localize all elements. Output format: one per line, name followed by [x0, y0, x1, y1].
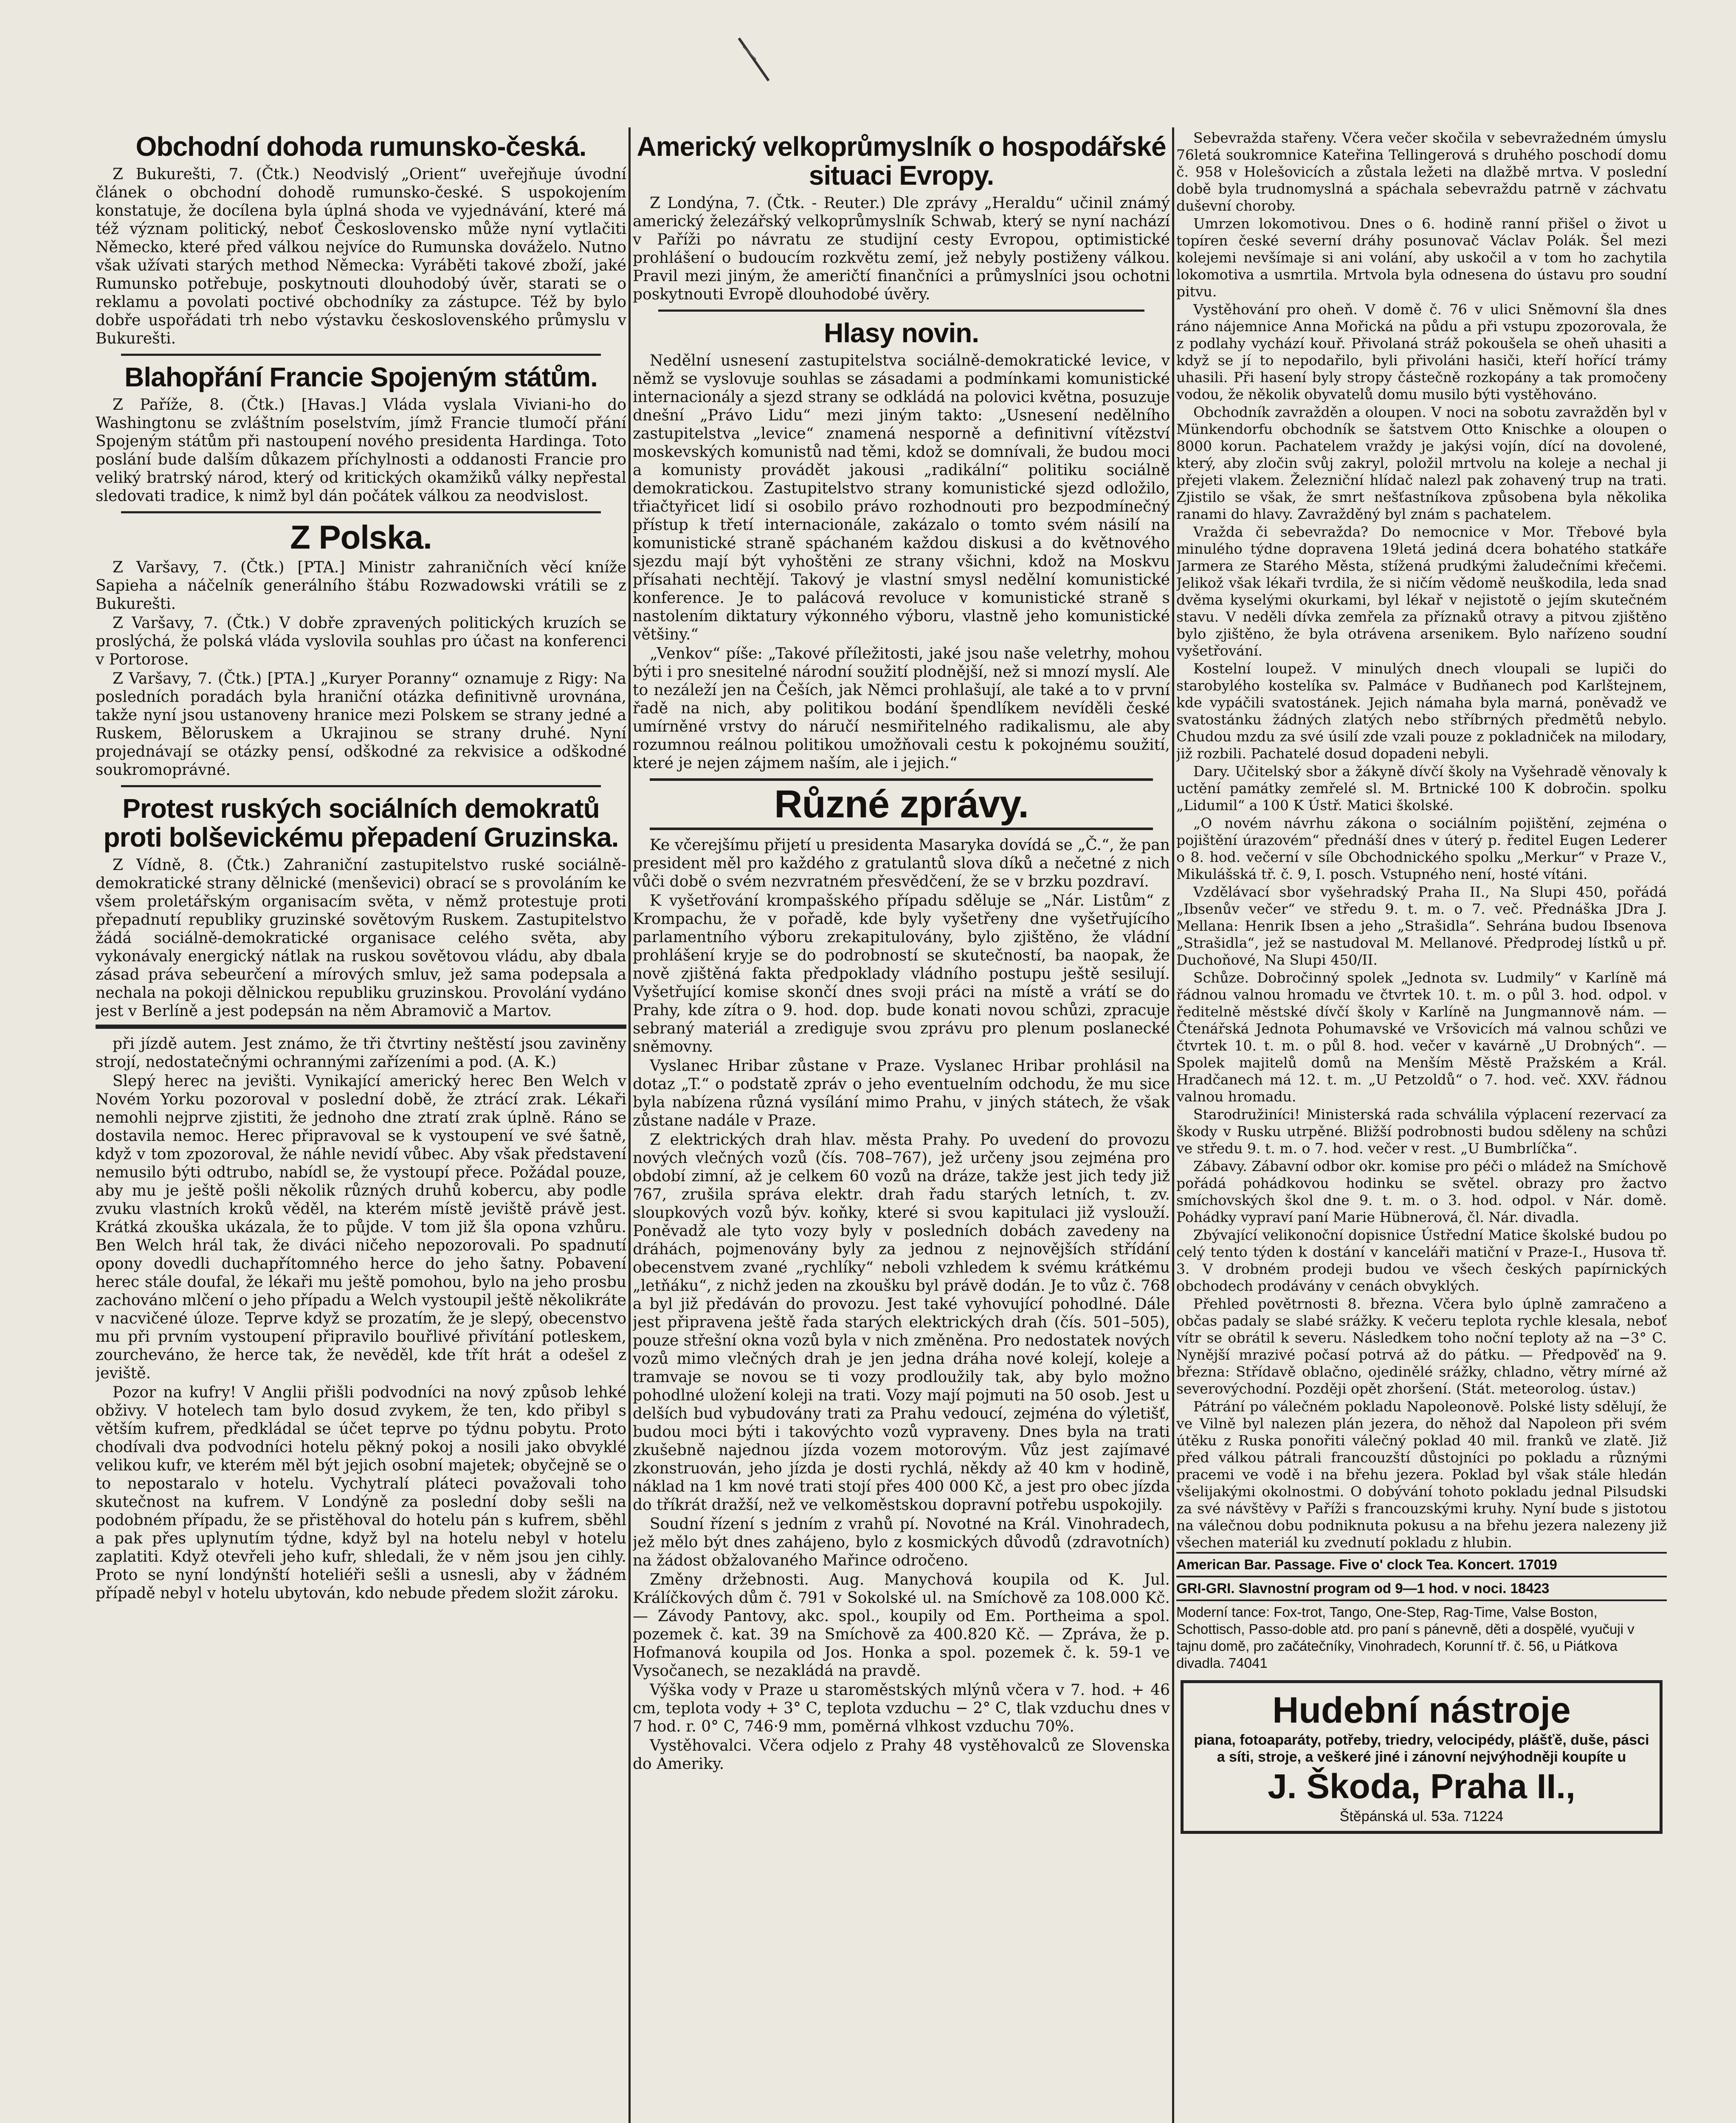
article-text: Umrzen lokomotivou. Dnes o 6. hodině ranní přišel o život u topíren české severní dráhy posunovač Václav Polák. Šel mezi kolejemi nevšímaje si ani volání, aby uskočil a v tom ho zachytila lokomotiva a usmrtila. Mrtvola byla odnesena do ústavu pro soudní pitvu.: [1176, 215, 1667, 300]
column-right: [1176, 130, 1667, 2123]
article-text: „O novém návrhu zákona o sociálním pojištění, zejména o pojištění úrazovém“ přednáší dnes v úterý p. ředitel Eugen Lederer o 8. hod. večerní v síle Obchodnického spolku „Merkur“ v Praze V., Mikulášská tř. č. 9, I. posch. Vstupného není, hosté vítáni.: [1176, 815, 1667, 882]
article-miscellany: [96, 1035, 626, 1602]
article-text: Z Varšavy, 7. (Čtk.) V dobře zpravených politických kruzích se proslýchá, že polská vláda vyslovila souhlas pro účast na konferenci v Portorose.: [96, 614, 626, 668]
ad-subtitle: piana, fotoaparáty, potřeby, triedry, velocipédy, plášťě, duše, pásci a síti, stroje, a veškeré jiné i zánovní nejvýhodněji koupíte u: [1194, 1732, 1649, 1765]
headline: Americký velkoprůmyslník o hospodářské situaci Evropy.: [637, 131, 1166, 191]
article-poland: [96, 520, 626, 779]
article-text: Slepý herec na jevišti. Vynikající americký herec Ben Welch v Novém Yorku pozoroval v poslední době, že ztrácí zrak. Lékaři nemohli nejprve zjistiti, že jednoho dne ztratí zrak úplně. Ráno se dostavila nemoc. Herec připravoval se k vystoupení ve své šatně, když v tom zpozoroval, že náhle nevidí vůbec. Aby však představení nemusilo býti odtrubo, nabídl se, že vystoupí přece. Požádal pouze, aby mu je ještě pošli několik různých druhů kobercu, aby podle zvuku vlastních kroků věděl, na kterém místě jeviště právě jest. Krátká zkouška ukázala, že to půjde. V tom již šla opona vzhůru. Ben Welch hrál tak, že diváci ničeho nepozorovali. Po spadnutí opony dovedli duchapřítomného herce do jeho šatny. Pobavení herec stále doufal, že lékaři mu ještě pomohou, bylo na jeho prosbu zachováno mlčení o jeho případu a Welch vystoupil ještě několikráte v nacvičené úloze. Teprve když se prozatím, že je slepý, obecenstvo mu při prvním vystoupení připravilo bouřlivé přivítání potleskem, zourcheváno, že herce tak, že nevěděl, kde třít hrát a odešel z jeviště.: [96, 1073, 626, 1382]
article-text: Zbývající velikonoční dopisnice Ústřední Matice školské budou po celý tento týden k dostání v kanceláři matiční v Praze-I., Husova tř. 3. V drobném prodeji budou ve všech českých papírnických obchodech prodávány v cenách obvyklých.: [1176, 1227, 1667, 1294]
column-left: [96, 130, 626, 2123]
headline: Z Polska.: [290, 518, 432, 556]
article-russian-protest: [96, 794, 626, 1020]
article-text: Ke včerejšímu přijetí u presidenta Masaryka dovídá se „Č.“, že pan president měl pro každého z gratulantů slova díků a nečetné z nich vůči době o svém nezvratném přesvědčení, že se v brzku pozdraví.: [633, 836, 1170, 890]
article-text: Z Paříže, 8. (Čtk.) [Havas.] Vláda vyslala Viviani-ho do Washingtonu se zvláštním poselstvím, jímž Francie tlumočí přání Spojeným státům při nastoupení nového presidenta Hardinga. Toto poslání bude dalším důkazem příchylnosti a oddanosti Francie pro veliký bratrský národ, který od kritických okamžiků války nepřestal sledovati tradice, k nimž byl dán počátek válkou za neodvislost.: [96, 396, 626, 505]
ad-modern-dance: Moderní tance: Fox-trot, Tango, One-Step, Rag-Time, Valse Boston, Schottisch, Passo-doble atd. pro paní s pánevně, děti a dospělé, vyučuji v tajnu domě, pro začátečníky, Vinohradech, Korunní tř. č. 56, u Piátkova divadla. 74041: [1176, 1599, 1667, 1674]
article-text: Sebevražda stařeny. Včera večer skočila v sebevražedném úmyslu 76letá soukromnice Kateřina Tellingerová s druhého poschodí domu č. 958 v Holešovicích a zůstala ležeti na dlažbě mrtva. V poslední době byla trudnomyslná a spáchala sebevraždu patrně v záchvatu duševní choroby.: [1176, 130, 1667, 214]
divider: [121, 354, 601, 356]
section-divider: [96, 1025, 626, 1029]
headline: Protest ruských sociálních demokratů proti bolševickému přepadení Gruzinska.: [103, 793, 619, 853]
article-text: Zábavy. Zábavní odbor okr. komise pro péči o mládež na Smíchově pořádá pohádkovou hodinku se světel. obrazy pro žactvo smíchovských škol dne 9. t. m. o 3. hod. odpol. v Nár. domě. Pohádky vypraví paní Marie Hübnerová, čl. Nár. divadla.: [1176, 1158, 1667, 1225]
article-text: Změny držebnosti. Aug. Manychová koupila od K. Jul. Králíčkových dům č. 791 v Sokolské ul. na Smíchově za 108.000 Kč. — Závody Pantovy, akc. spol., koupily od Em. Portheima a spol. pozemek č. kat. 39 na Smíchově za 400.820 Kč. — Zpráva, že p. Hofmanová koupila od Jos. Honka a spol. pozemek č. k. 59-1 ve Vysočanech, se nezakládá na pravdě.: [633, 1571, 1170, 1680]
article-romanian-trade: [96, 132, 626, 348]
article-text: Soudní řízení s jedním z vrahů pí. Novotné na Král. Vinohradech, jež mělo být dnes zahájeno, bylo z kosmických důvodů (zdravotních) na žádost obžalovaného Mařince odročeno.: [633, 1515, 1170, 1569]
ad-merchant-name: J. Škoda, Praha II.,: [1268, 1767, 1575, 1806]
column-middle: [633, 130, 1170, 2123]
article-text: Výška vody v Praze u staroměstských mlýnů včera v 7. hod. + 46 cm, teplota vody + 3° C, teplota vzduchu − 2° C, tlak vzduchu dnes v 7 hod. r. 0° C, 746·9 mm, poměrná vlhkost vzduchu 70%.: [633, 1681, 1170, 1735]
advertisements: [1176, 1552, 1667, 1834]
column-rule: [1172, 127, 1174, 2123]
article-text: K vyšetřování krompašského případu sděluje se „Nár. Listům“ z Krompachu, že v pořadě, kde byly vyšetřeny dne vyšetřujícího parlamentního výboru zrekapitulovány, bylo zjištěno, že vládní prohlášení kryje se do podrobností se skutečností, ba naopak, že nově zjištěná fakta předpoklady vládního postupu ještě sesilují. Vyšetřující komise skončí dnes svoji práci na místě a vrátí se do Prahy, kde zítra o 9. hod. dop. bude konati novou schůzi, zpracuje sebraný materiál a zrediguje svou zprávu pro plenum poslanecké sněmovny.: [633, 892, 1170, 1056]
article-american-industrialist: [633, 132, 1170, 304]
article-text: Pátrání po válečném pokladu Napoleonově. Polské listy sdělují, že ve Vilně byl nalezen plán jezera, do něhož dal Napoleon při svém útěku z Ruska ponořiti válečný poklad 40 mil. franků ve zlatě. Již před válkou pátrali francouzští důstojníci po pokladu a různými pracemi ve vodě i na břehu jezera. Poklad byl však stále hledán všelijakými okolnostmi. O dobývání tohoto pokladu jednal Pilsudski za své návštěvy v Paříži s francouzskými kruhy. Nyní bude s jistotou na válečnou dobu podniknuta pokusu a na břehu jezera nalezeny již všechen materiál ku zvednutí pokladu z hlubin.: [1176, 1398, 1667, 1551]
divider: [121, 785, 601, 787]
ad-address: Štěpánská ul. 53a. 71224: [1339, 1808, 1504, 1825]
article-text: Obchodník zavražděn a oloupen. V noci na sobotu zavražděn byl v Münkendorfu obchodník se šatstvem Otto Knischke a oloupen o 8000 korun. Pachatelem vraždy je jakýsi vojín, dící na dovolené, který, aby zločin svůj zakryl, položil mrtvolu na koleje a nechal ji přejeti vlakem. Železniční hlídač nalezl pak zohavený trup na trati. Zjistilo se však, že smrt nešťastníkova způsobena byla několika ranami do hlavy. Zavražděný byl znám s pachatelem.: [1176, 404, 1667, 522]
headline: Hlasy novin.: [824, 318, 979, 348]
article-text: Přehled povětrnosti 8. března. Včera bylo úplně zamračeno a občas padaly se slabé srážky. K večeru teplota rychle klesala, neboť vítr se obrátil k severu. Následkem toho noční teploty až na −3° C. Nynější mrazivé počasí potrvá až do pátku. — Předpověď na 9. března: Střídavě oblačno, ojedinělé srážky, chladno, větry mírné až severovýchodní. Později opět zhoršení. (Stát. meteorolog. ústav.): [1176, 1295, 1667, 1397]
article-text: Nedělní usnesení zastupitelstva sociálně-demokratické levice, v němž se vyslovuje souhlas se zásadami a podmínkami komunistické internacionály a sjezd strany se odkládá na polovici května, posuzuje dnešní „Právo Lidu“ mezi jiným takto: „Usnesení nedělního zastupitelstva „levice“ znamená nesporně a definitivní vítězství moskevských komunistů nad těmi, kdož se domnívali, že budou moci a komunisty provádět jakousi „radikální“ politiku sociálně demokratickou. Zastupitelstvo strany komunistické sjezd odložilo, třiačtyřicet lidí si osobilo právo rozhodnouti pro bezpodmínečný přístup k třetí internacionále, zakázalo o tomto svém násilí na komunistické straně spáchaném každou diskusi a do květnového sjezdu mají být vyhoštěni ze strany všichni, kdož na Moskvu přísahati nechtějí. Takový je vlastní smysl nedělní komunistické konference. Je to palácová revoluce v komunistické straně s nastolením diktatury výkonného výboru, vlastně jeho komunistické většiny.“: [633, 352, 1170, 643]
article-text: Z Varšavy, 7. (Čtk.) [PTA.] Ministr zahraničních věcí kníže Sapieha a náčelník generálního štábu Rozwadowski vrátili se z Bukurešti.: [96, 559, 626, 613]
article-text: Z Varšavy, 7. (Čtk.) [PTA.] „Kuryer Poranny“ oznamuje z Rigy: Na posledních poradách byla hraniční otázka definitivně urovnána, takže nyní jsou ustanoveny hranice mezi Polskem se strany jedné a Ruskem, Běloruskem a Ukrajinou se strany druhé. Nyní projednávají se otázky pensí, odškodné za rekvisice a odškodné soukromoprávné.: [96, 670, 626, 779]
column-rule: [628, 127, 631, 2123]
ad-gri-gri: GRI-GRI. Slavnostní program od 9—1 hod. v noci. 18423: [1176, 1576, 1667, 1599]
article-local-news: [1176, 130, 1667, 1551]
article-text: Z elektrických drah hlav. města Prahy. Po uvedení do provozu nových vlečných vozů (čís. 708–767), jež určeny jsou zejména pro období zimní, až je celkem 60 vozů na dráze, takže jest jich tedy již 767, zrušila správa elektr. drah řadu starých letních, t. zv. sloupkových vozů býv. koňky, které si svou kapitulaci již vyslouží. Poněvadž ale tyto vozy byly v posledních dobách zavedeny na dráhách, pojmenovány byly za jednou z nejnovějších střídání obecenstvem zvané „rychlíky“ neboli vzhledem k svému krátkému „letňáku“, z nichž jeden na zkoušku byl právě dodán. Je to vůz č. 768 a byl již předáván do provozu. Jest také vyhovující pohodlné. Dále jest připravena ještě řada starých elektrických drah (čís. 501–505), pouze střešní okna vozů byla v nich změněna. Pro nedostatek nových vozů mimo vlečných drah je jen jedna dráha nové kolejí, koleje a tramvaje se novou se ti vozy prodloužily tak, aby bylo možno pohodlné uložení koleji na trati. Vozy mají pojmuti na 50 osob. Jest u delších bud vybudovány trati za Prahu vedoucí, zejména do výletišť, budou moci býti i takovýchto vozů vypraveny. Dnes byla na trati zkušebně najednou jízda vozem motorovým. Vůz jest zajímavé zkonstruován, jeho jízda je dosti rychlá, někdy až 40 km v hodině, náklad na 1 km nové trati stojí přes 400 000 Kč, a jest pro obec jízda do tříkrát dražší, než ve velkoměstskou dopravní potřebu uspokojily.: [633, 1131, 1170, 1514]
divider: [121, 511, 601, 513]
article-text: Vzdělávací sbor vyšehradský Praha II., Na Slupi 450, pořádá „Ibsenův večer“ ve středu 9. t. m. o 7. več. Přednáška JDra J. Mellana: Henrik Ibsen a jeho „Strašidla“. Sehrána budou Ibsenova „Strašidla“, jež se nastudoval M. Mellanové. Předprodej lístků u př. Duchoňové, Na Slupi 450/II.: [1176, 884, 1667, 968]
article-text: Z Vídně, 8. (Čtk.) Zahraniční zastupitelstvo ruské sociálně-demokratické strany dělnické (menševici) obrací se s provoláním ke všem proletářským organisacím světa, v němž protestuje proti přepadnutí republiky gruzinské sovětovým Ruskem. Zastupitelstvo žádá sociálně-demokratické organisace celého světa, aby vykonávaly energický nátlak na ruskou sovětovou vládu, aby dbala zásad práva sebeurčení a mírových smluv, jež sama podepsala a nechala na pokoji dělnickou republiku gruzinskou. Provolání vydáno jest v Berlíně a jest podepsán na něm Abramovič a Martov.: [96, 856, 626, 1020]
article-text: Vystěhovalci. Včera odjelo z Prahy 48 vystěhovalců ze Slovenska do Ameriky.: [633, 1737, 1170, 1773]
article-text: Pozor na kufry! V Anglii přišli podvodníci na nový způsob lehké obživy. V hotelech tam bylo dosud zvykem, že ten, kdo přibyl s větším kufrem, předkládal se účet teprve po týdnu pobytu. Proto chodívali dva podvodníci hotelu pěkný pokoj a nosili jako obvyklé velikou kufr, ve kterém měl být jejich osobní majetek; obyčejně se o to nepostaralo v hotelu. Vychytralí pláteci považovali toho skutečnost na kufrem. V Londýně za poslední doby sešli na podobném případu, že se přistěhoval do hotelu pán s kufrem, sběhl a pak přes uplynutím týdne, když byl na hotelu nebyl v hotelu zaplatiti. Když otevřeli jeho kufr, shledali, že v něm jsou jen cihly. Proto se nyní londýnští hoteliéři sešli a usnesli, aby v žádném případě nebyl v hotelu ubytován, kdo nebude předem složit zároku.: [96, 1384, 626, 1602]
article-various-news: [633, 836, 1170, 1773]
ad-music-instruments: [1181, 1680, 1663, 1834]
article-text: Vystěhování pro oheň. V domě č. 76 v ulici Sněmovní šla dnes ráno nájemnice Anna Mořická na půdu a při vstupu zpozorovala, že z podlahy vychází kouř. Přivolaná stráž pokoušela se oheň uhasiti a když se jí to nepodařilo, byli přivoláni hasiči, kteří hořící trámy uhasili. Při hasení byly stropy částečně rozkopány a tak promočeny vodou, že několik obyvatelů domu musilo býti vystěhováno.: [1176, 301, 1667, 403]
article-france-congrats: [96, 363, 626, 505]
headline: Obchodní dohoda rumunsko-česká.: [135, 131, 586, 162]
article-text: „Venkov“ píše: „Takové příležitosti, jaké jsou naše veletrhy, mohou býti i pro snesitelné národní soužití plodnější, než si mnozí myslí. Ale to nezáleží jen na Češích, jak Němci prohlašují, ale také a to v první řadě na nich, aby politikou bodání špendlíkem nevíděli české umírněné vrstvy do náručí nesmiřitelného radikalismu, ale aby rozumnou reálnou politikou umožňovali cestu k pokojnému soužití, které je nejen zájmem naším, ale i jejich.“: [633, 645, 1170, 772]
article-text: Kostelní loupež. V minulých dnech vloupali se lupiči do starobylého kostelíka sv. Palmáce v Budňanech pod Karlštejnem, kde vypáčili svatostánek. Jejich námaha byla marná, poněvadž ve svatostánku žádných zlatých nebo stříbrných předmětů nebylo. Chudou mzdu za své úsilí zde vzali pouze z pokladniček na milodary, již rozbili. Pachatelé dosud dopadeni nebyli.: [1176, 660, 1667, 762]
headline: Blahopřání Francie Spojeným státům.: [124, 362, 597, 392]
article-press-voices: [633, 318, 1170, 772]
article-text: Dary. Učitelský sbor a žákyně dívčí školy na Vyšehradě věnovaly k uctění památky zemřelé sl. M. Brtnické 100 K dobročin. spolku „Lidumil“ a 100 K Ústř. Matici školské.: [1176, 763, 1667, 814]
article-text: Vyslanec Hribar zůstane v Praze. Vyslanec Hribar prohlásil na dotaz „T.“ o podstatě zpráv o jeho eventuelním odchodu, že mu sice byla nabízena různá vysílání mimo Prahu, v jiných státech, že však zůstane nadále v Praze.: [633, 1057, 1170, 1129]
article-text: Starodružiníci! Ministerská rada schválila výplacení rezervací za škody v Rusku utrpěné. Bližší podrobnosti budou sděleny na schůzi ve středu 9. t. m. o 7. hod. večer v rest. „U Bumbrlíčka“.: [1176, 1106, 1667, 1157]
ad-american-bar: American Bar. Passage. Five o' clock Tea. Koncert. 17019: [1176, 1552, 1667, 1576]
section-title: Různé zprávy.: [650, 778, 1153, 830]
divider: [658, 310, 1144, 312]
article-text: Z Londýna, 7. (Čtk. - Reuter.) Dle zprávy „Heraldu“ učinil známý americký železářský velkoprůmyslník Schwab, který se nyní nachází v Paříži po návratu ze studijní cesty Evropou, optimistické prohlášení o budoucím rozkvětu zemí, jež nebyly postiženy válkou. Pravil mezi jiným, že američtí finančníci a průmyslníci jsou ochotni poskytnouti Evropě dlouhodobé úvěry.: [633, 194, 1170, 303]
ink-mark-icon: [735, 34, 773, 85]
article-text: Vražda či sebevražda? Do nemocnice v Mor. Třebové byla minulého týdne dopravena 19letá jediná dcera bohatého statkáře Jarmera ze Starého Města, stížená prudkými žaludečními křečemi. Jelikož však lékaři tvrdila, že si ničím vědomě neuškodila, leda snad dvěma kyselými okurkami, byl lékař v nejistotě o jejím skutečném stavu. V neděli dívka zemřela za příznaků otravy a pitvou zjištěno bylo zjištěno, že byla otrávena arsenikem. Bylo nařízeno soudní vyšetřování.: [1176, 524, 1667, 659]
article-text: Z Bukurešti, 7. (Čtk.) Neodvislý „Orient“ uveřejňuje úvodní článek o obchodní dohodě rumunsko-české. S uspokojením konstatuje, že docílena byla úplná shoda ve vyjednávání, které má též význam politický, neboť Československo může nyní vytlačiti Německo, které před válkou nejvíce do Rumunska dováželo. Nutno však užívati starých method Německa: Vyráběti takové zboží, jaké Rumunsko potřebuje, poskytnouti dlouhodobý úvěr, starati se o reklamu a povolati poctivé obchodníky za zástupce. Též by bylo dobře uspořádati trh nebo výstavku československého průmyslu v Bukurešti.: [96, 166, 626, 347]
ad-title: Hudební nástroje: [1272, 1690, 1571, 1731]
article-text: Schůze. Dobročinný spolek „Jednota sv. Ludmily“ v Karlíně má řádnou valnou hromadu ve čtvrtek 10. t. m. o půl 3. hod. odpol. v ředitelně městské dívčí školy v Karlíně na Jungmannově nám. — Čtenářská Jednota Pohumavské ve Vršovicích má valnou schůzi ve čtvrtek 10. t. m. o půl 8. hod. večer v kavárně „U Drobných“. — Spolek majitelů domů na Menším Městě Pražském a Král. Hradčanech má 12. t. m. „U Petzoldů“ o 7. hod. več. XXV. řádnou valnou hromadu.: [1176, 969, 1667, 1105]
article-text: při jízdě autem. Jest známo, že tři čtvrtiny neštěstí jsou zaviněny strojí, nedostatečnými ochrannými zařízeními a pod. (A. K.): [96, 1035, 626, 1071]
